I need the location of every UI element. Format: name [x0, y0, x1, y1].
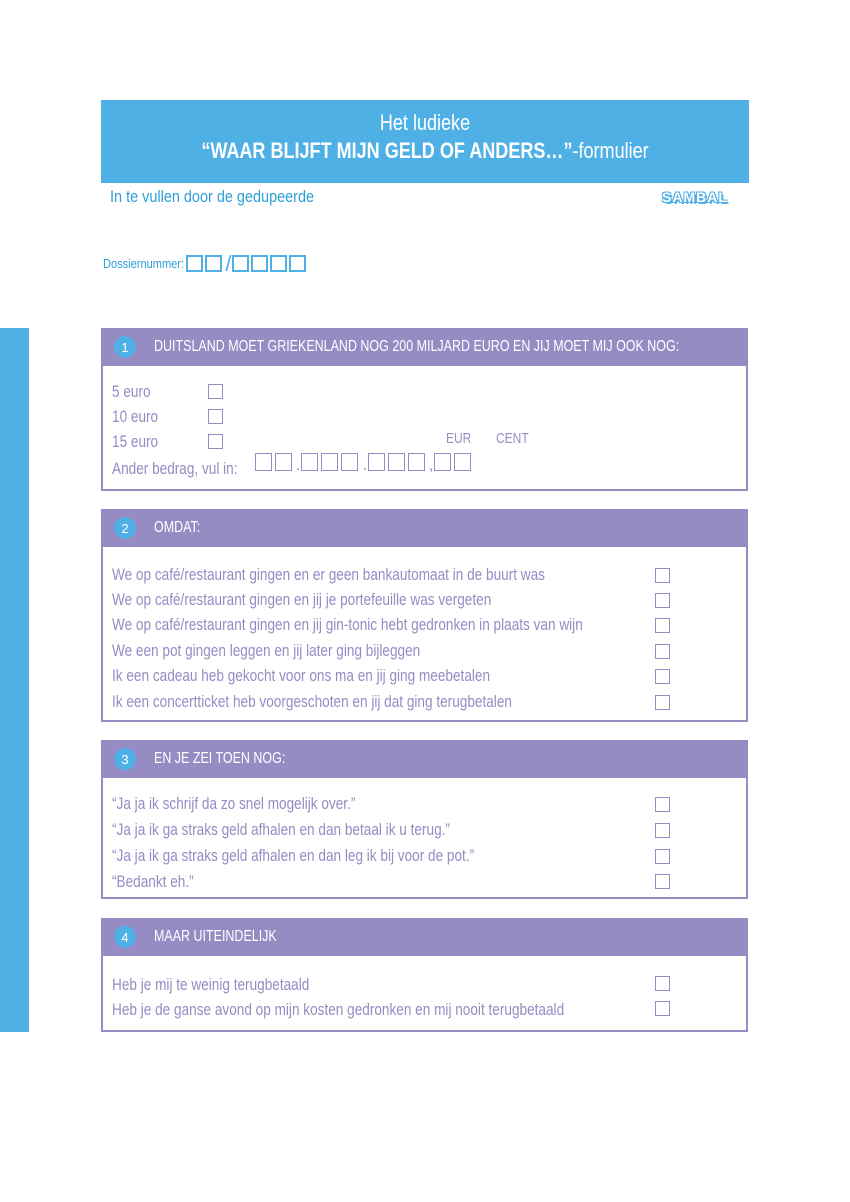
- section-number-badge: 4: [114, 926, 136, 948]
- checkbox[interactable]: [655, 669, 670, 684]
- subtitle: In te vullen door de gedupeerde: [110, 187, 315, 206]
- section-3-header: [101, 740, 748, 778]
- checkbox[interactable]: [655, 797, 670, 812]
- quote-label: “Bedankt eh.”: [112, 872, 194, 891]
- reason-label: We een pot gingen leggen en jij later ging bijleggen: [112, 641, 421, 660]
- reason-label: We op café/restaurant gingen en er geen bankautomaat in de buurt was: [112, 565, 545, 584]
- section-2-header: [101, 509, 748, 547]
- side-accent-bar: [0, 328, 29, 1032]
- checkbox[interactable]: [655, 568, 670, 583]
- checkbox[interactable]: [655, 618, 670, 633]
- dossier-digit-box[interactable]: [205, 255, 222, 272]
- dossier-digit-box[interactable]: [270, 255, 287, 272]
- section-4-header: [101, 918, 748, 956]
- checkbox[interactable]: [655, 593, 670, 608]
- amount-digit-box[interactable]: [408, 453, 425, 471]
- reason-label: Ik een concertticket heb voorgeschoten en jij dat ging terugbetalen: [112, 692, 512, 711]
- amount-digit-box[interactable]: [301, 453, 318, 471]
- checkbox[interactable]: [655, 874, 670, 889]
- section-2: [101, 509, 748, 722]
- dossier-digit-box[interactable]: [186, 255, 203, 272]
- checkbox[interactable]: [655, 823, 670, 838]
- dossier-label: Dossiernummer:: [103, 256, 185, 271]
- section-number-badge: 3: [114, 748, 136, 770]
- amount-digit-box[interactable]: [255, 453, 272, 471]
- option-label: 10 euro: [112, 407, 159, 426]
- dossier-digit-box[interactable]: [251, 255, 268, 272]
- outcome-label: Heb je mij te weinig terugbetaald: [112, 975, 310, 994]
- checkbox[interactable]: [208, 409, 223, 424]
- dossier-number: [103, 251, 308, 276]
- reason-label: We op café/restaurant gingen en jij gin-tonic hebt gedronken in plaats van wijn: [112, 615, 583, 634]
- checkbox[interactable]: [655, 695, 670, 710]
- other-amount-field: [255, 453, 474, 474]
- dossier-digit-box[interactable]: [232, 255, 249, 272]
- amount-digit-box[interactable]: [341, 453, 358, 471]
- quote-label: “Ja ja ik ga straks geld afhalen en dan betaal ik u terug.”: [112, 820, 450, 839]
- checkbox[interactable]: [655, 1001, 670, 1016]
- quote-label: “Ja ja ik ga straks geld afhalen en dan leg ik bij voor de pot.”: [112, 846, 475, 865]
- section-heading: MAAR UITEINDELIJK: [154, 928, 277, 945]
- amount-digit-box[interactable]: [275, 453, 292, 471]
- checkbox[interactable]: [655, 644, 670, 659]
- reason-label: We op café/restaurant gingen en jij je portefeuille was vergeten: [112, 590, 492, 609]
- section-number-badge: 1: [114, 336, 136, 358]
- section-3: [101, 740, 748, 899]
- option-label: 15 euro: [112, 432, 159, 451]
- checkbox[interactable]: [655, 849, 670, 864]
- dossier-separator: /: [225, 251, 232, 276]
- thousands-separator: .: [362, 457, 367, 474]
- section-4: [101, 918, 748, 1032]
- eur-label: EUR: [446, 430, 472, 447]
- checkbox[interactable]: [208, 384, 223, 399]
- dossier-digit-box[interactable]: [289, 255, 306, 272]
- section-heading: OMDAT:: [154, 519, 201, 536]
- amount-digit-box[interactable]: [434, 453, 451, 471]
- outcome-label: Heb je de ganse avond op mijn kosten gedronken en mij nooit terugbetaald: [112, 1000, 565, 1019]
- section-number-badge: 2: [114, 517, 136, 539]
- quote-label: “Ja ja ik schrijf da zo snel mogelijk over.”: [112, 794, 356, 813]
- cent-label: CENT: [496, 430, 529, 447]
- amount-digit-box[interactable]: [368, 453, 385, 471]
- section-heading: EN JE ZEI TOEN NOG:: [154, 750, 286, 767]
- amount-digit-box[interactable]: [388, 453, 405, 471]
- title-suffix: -formulier: [572, 138, 649, 163]
- amount-digit-box[interactable]: [454, 453, 471, 471]
- title-banner: [101, 100, 749, 183]
- other-amount-label: Ander bedrag, vul in:: [112, 459, 238, 478]
- sambal-logo: SAMBAL: [662, 189, 728, 205]
- title-line-2: [159, 138, 690, 164]
- option-label: 5 euro: [112, 382, 151, 401]
- checkbox[interactable]: [208, 434, 223, 449]
- amount-digit-box[interactable]: [321, 453, 338, 471]
- checkbox[interactable]: [655, 976, 670, 991]
- decimal-separator: ,: [428, 457, 434, 474]
- title-quote: “WAAR BLIJFT MIJN GELD OF ANDERS…”: [201, 138, 573, 163]
- reason-label: Ik een cadeau heb gekocht voor ons ma en jij ging meebetalen: [112, 666, 491, 685]
- section-1-header: [101, 328, 748, 366]
- title-line-1: Het ludieke: [379, 110, 471, 135]
- thousands-separator: .: [296, 457, 301, 474]
- section-heading: DUITSLAND MOET GRIEKENLAND NOG 200 MILJARD EURO EN JIJ MOET MIJ OOK NOG:: [154, 338, 680, 355]
